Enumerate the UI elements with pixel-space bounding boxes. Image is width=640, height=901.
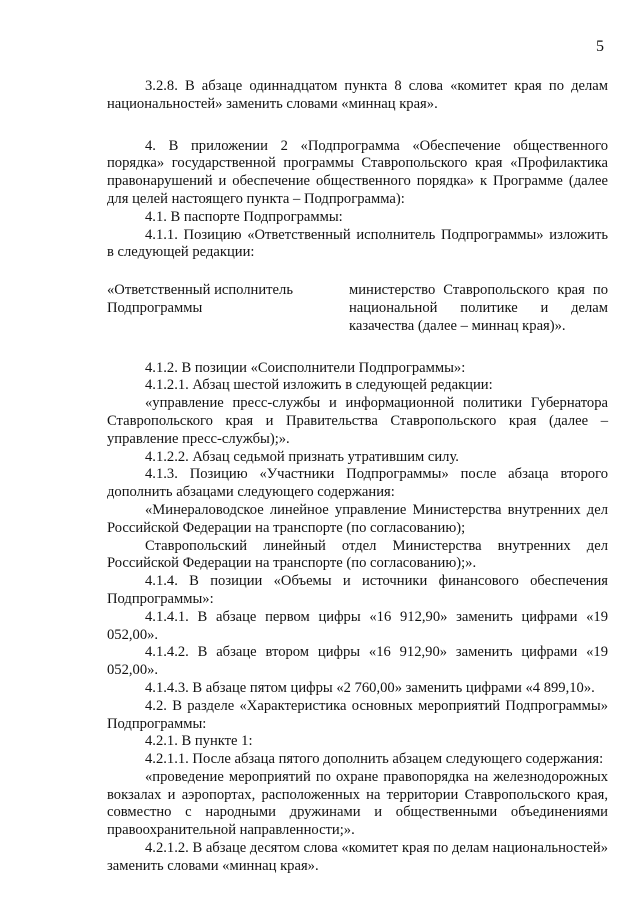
paragraph: 4.1.4.1. В абзаце первом цифры «16 912,90» заменить цифрами «19 052,00».	[107, 608, 608, 643]
paragraph: 4.2.1.2. В абзаце десятом слова «комитет края по делам национальностей» заменить словами «миннац края».	[107, 840, 608, 874]
paragraph: 4.1.1. Позицию «Ответственный исполнитель Подпрограммы» изложить в следующей редакции:	[107, 226, 608, 261]
paragraph: «проведение мероприятий по охране правопорядка на железнодорожных вокзалах и аэропортах, расположенных на территории Ставропольского края, совместно с народными дружинами и общественными объединениями правоохранительной направленности;».	[107, 768, 608, 839]
paragraph: 4.1.4.3. В абзаце пятом цифры «2 760,00» заменить цифрами «4 899,10».	[145, 679, 595, 696]
paragraph: 4.1.2.1. Абзац шестой изложить в следующей редакции:	[145, 377, 493, 394]
paragraph: 4. В приложении 2 «Подпрограмма «Обеспечение общественного порядка» государственной программы Ставропольского края «Профилактика правонарушений и обеспечение общественного порядка» к Программе (далее для целей настоящего пункта – Подпрограмма):	[107, 137, 608, 207]
table-right-cell: министерство Ставропольского края по национальной политике и делам казачества (далее – миннац края)».	[349, 282, 608, 334]
document-body	[107, 78, 608, 876]
paragraph: 4.1.2. В позиции «Соисполнители Подпрограммы»:	[145, 359, 466, 376]
paragraph: 3.2.8. В абзаце одиннадцатом пункта 8 слова «комитет края по делам национальностей» заменить словами «миннац края».	[107, 78, 608, 112]
paragraph: 4.1. В паспорте Подпрограммы:	[145, 208, 343, 225]
paragraph: 4.2.1. В пункте 1:	[145, 733, 253, 750]
position-table	[107, 282, 608, 335]
paragraph: 4.2. В разделе «Характеристика основных мероприятий Подпрограммы» Подпрограммы:	[107, 697, 608, 732]
paragraph: «Минераловодское линейное управление Министерства внутренних дел Российской Федерации на транспорте (по согласованию);	[107, 501, 608, 536]
paragraph: Ставропольский линейный отдел Министерства внутренних дел Российской Федерации на транспорте (по согласованию);».	[107, 537, 608, 572]
table-left-cell: «Ответственный исполнитель Подпрограммы	[107, 282, 293, 316]
paragraph: 4.1.3. Позицию «Участники Подпрограммы» после абзаца второго дополнить абзацами следующего содержания:	[107, 466, 608, 501]
paragraph: 4.1.4.2. В абзаце втором цифры «16 912,90» заменить цифрами «19 052,00».	[107, 644, 608, 679]
paragraph: «управление пресс-службы и информационной политики Губернатора Ставропольского края и Правительства Ставропольского края (далее – управление пресс-службы);».	[107, 395, 608, 447]
page-number: 5	[596, 38, 604, 55]
paragraph: 4.1.2.2. Абзац седьмой признать утратившим силу.	[145, 448, 459, 465]
paragraph: 4.2.1.1. После абзаца пятого дополнить абзацем следующего содержания:	[145, 751, 604, 768]
paragraph: 4.1.4. В позиции «Объемы и источники финансового обеспечения Подпрограммы»:	[107, 573, 608, 607]
